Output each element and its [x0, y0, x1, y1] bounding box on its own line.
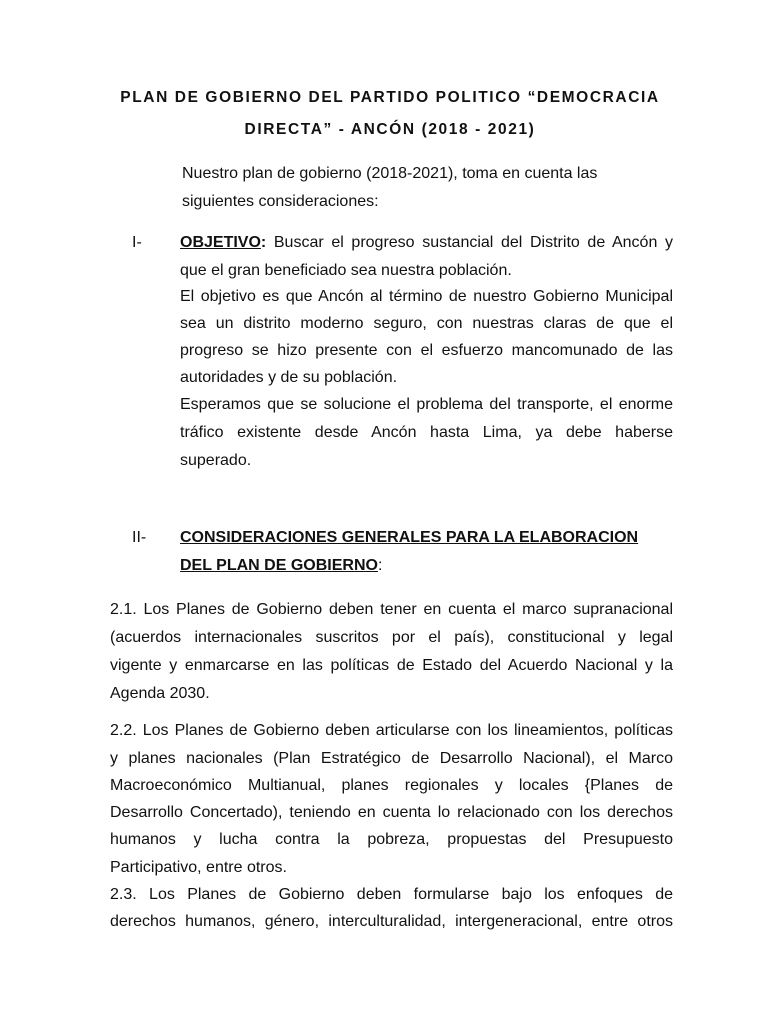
- section-1-line-3: El objetivo es que Ancón al término de nuestro Gobierno Municipal: [180, 288, 673, 305]
- document-title-line-2: DIRECTA” - ANCÓN (2018 - 2021): [244, 121, 536, 138]
- paragraph-2-2-line-5: humanos y lucha contra la pobreza, propuestas del Presupuesto: [110, 831, 673, 848]
- section-1-line-7: Esperamos que se solucione el problema del transporte, el enorme: [180, 396, 673, 413]
- section-2-number: II-: [132, 529, 147, 546]
- section-1-line-1: [180, 233, 673, 253]
- paragraph-2-3-line-1: 2.3. Los Planes de Gobierno deben formularse bajo los enfoques de: [110, 886, 673, 903]
- section-2-heading-line-2: [180, 556, 382, 576]
- section-1-line-9: superado.: [180, 452, 252, 469]
- section-1-line-8: tráfico existente desde Ancón hasta Lima, ya debe haberse: [180, 424, 673, 441]
- section-1-text: Buscar el progreso sustancial del Distrito de Ancón y: [266, 234, 673, 251]
- section-1-heading: OBJETIVO: [180, 234, 261, 251]
- intro-line-1: Nuestro plan de gobierno (2018-2021), toma en cuenta las: [182, 165, 598, 182]
- paragraph-2-1-line-1: 2.1. Los Planes de Gobierno deben tener en cuenta el marco supranacional: [110, 601, 673, 618]
- paragraph-2-1-line-3: vigente y enmarcarse en las políticas de Estado del Acuerdo Nacional y la: [110, 657, 673, 674]
- paragraph-2-3-line-2: derechos humanos, género, interculturalidad, intergeneracional, entre otros: [110, 913, 673, 930]
- paragraph-2-2-line-6: Participativo, entre otros.: [110, 859, 287, 876]
- paragraph-2-2-line-4: Desarrollo Concertado), teniendo en cuenta lo relacionado con los derechos: [110, 804, 673, 821]
- paragraph-2-2-line-3: Macroeconómico Multianual, planes regionales y locales {Planes de: [110, 777, 673, 794]
- section-1-line-5: progreso se hizo presente con el esfuerzo mancomunado de las: [180, 342, 673, 359]
- section-1-heading-colon: :: [260, 234, 267, 251]
- section-1-number: I-: [132, 234, 142, 251]
- section-2-heading-text: DEL PLAN DE GOBIERNO: [180, 557, 378, 574]
- paragraph-2-2-line-2: y planes nacionales (Plan Estratégico de Desarrollo Nacional), el Marco: [110, 750, 673, 767]
- section-2-heading-line-1: CONSIDERACIONES GENERALES PARA LA ELABORACION: [180, 529, 639, 546]
- document-title-line-1: PLAN DE GOBIERNO DEL PARTIDO POLITICO “DEMOCRACIA: [120, 89, 660, 106]
- section-2-heading-colon: :: [377, 557, 383, 574]
- section-1-line-6: autoridades y de su población.: [180, 369, 398, 386]
- intro-line-2: siguientes consideraciones:: [182, 193, 379, 210]
- paragraph-2-1-line-4: Agenda 2030.: [110, 685, 210, 702]
- section-1-line-4: sea un distrito moderno seguro, con nuestras claras de que el: [180, 315, 673, 332]
- paragraph-2-1-line-2: (acuerdos internacionales suscritos por el país), constitucional y legal: [110, 629, 673, 646]
- paragraph-2-2-line-1: 2.2. Los Planes de Gobierno deben articularse con los lineamientos, políticas: [110, 722, 673, 739]
- section-1-line-2: que el gran beneficiado sea nuestra población.: [180, 262, 512, 279]
